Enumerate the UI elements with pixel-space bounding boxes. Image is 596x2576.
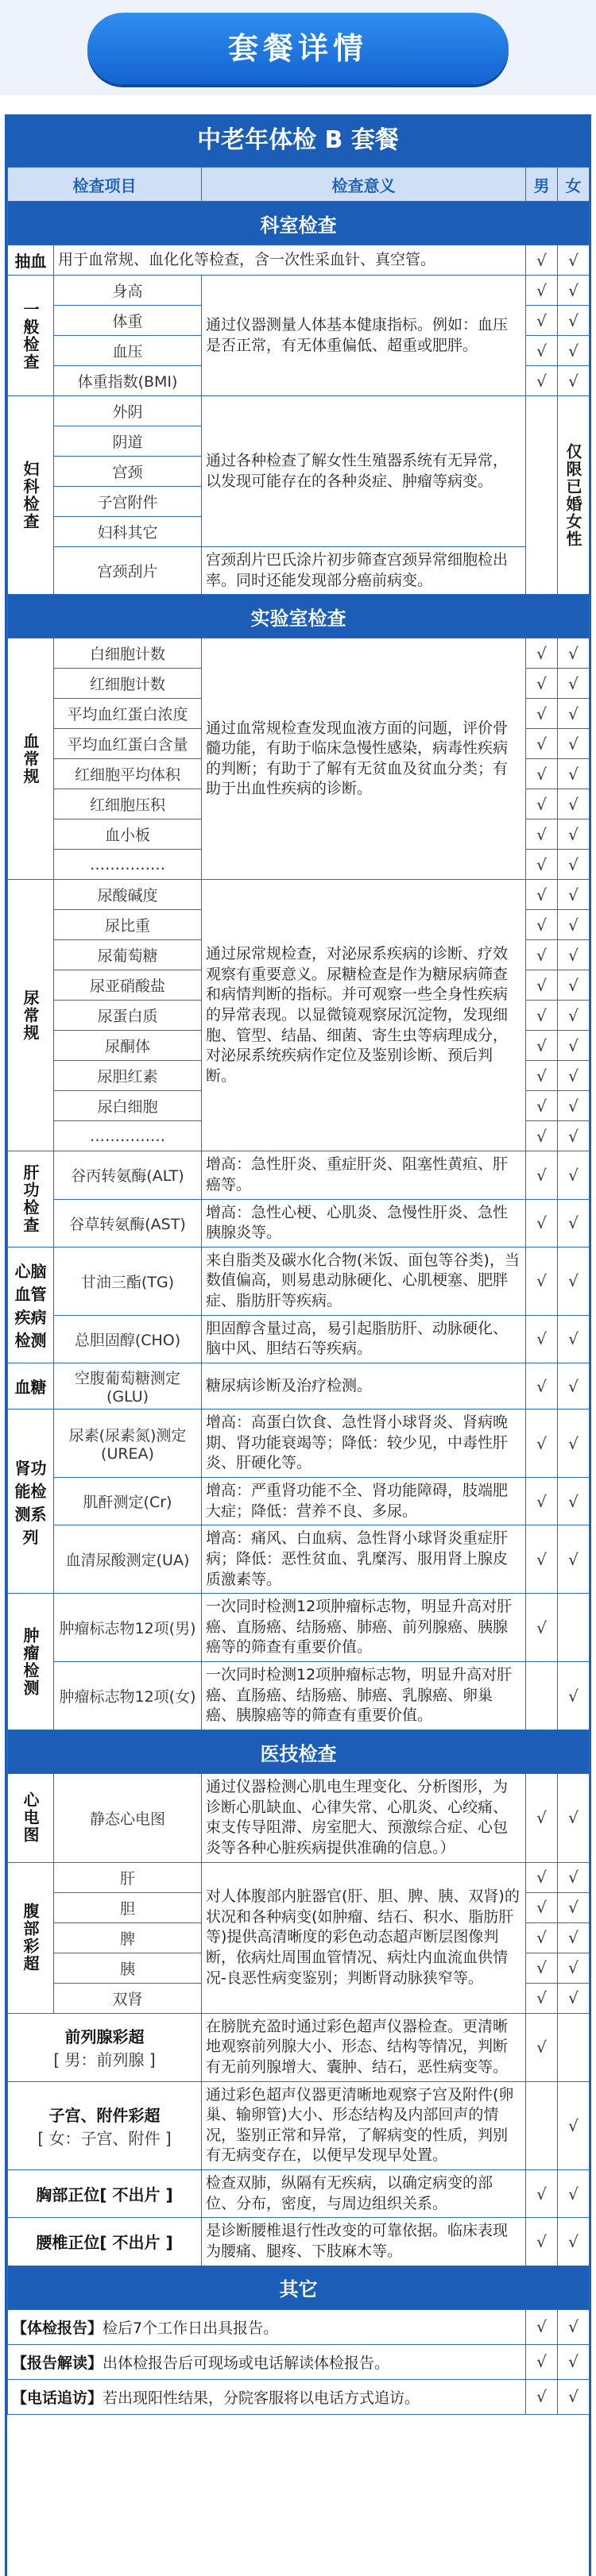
male-check: √ bbox=[526, 1151, 558, 1199]
page-title: 套餐详情 bbox=[227, 31, 368, 66]
column-header-row bbox=[8, 168, 590, 202]
col-header-meaning: 检查意义 bbox=[202, 168, 526, 202]
uterus-sub: [ 女：子宫、附件 ] bbox=[37, 2128, 172, 2148]
male-check: √ bbox=[526, 2170, 558, 2218]
male-check: √ bbox=[526, 1774, 558, 1863]
male-check: √ bbox=[526, 1953, 558, 1983]
table-row bbox=[8, 1247, 590, 1315]
female-check: √ bbox=[558, 2309, 590, 2344]
male-check: √ bbox=[526, 1315, 558, 1363]
table-row bbox=[8, 2013, 590, 2081]
female-check: √ bbox=[558, 1151, 590, 1199]
male-check: √ bbox=[526, 1199, 558, 1247]
title-banner bbox=[87, 13, 509, 84]
item-cell: 血清尿酸测定(UA) bbox=[54, 1525, 202, 1594]
other-text: 检后7个工作日出具报告。 bbox=[103, 2319, 279, 2337]
male-check: √ bbox=[526, 2218, 558, 2266]
item-cell: 平均血红蛋白浓度 bbox=[54, 699, 202, 729]
female-empty bbox=[558, 2013, 590, 2081]
male-check: √ bbox=[526, 1983, 558, 2013]
item-cell: …………… bbox=[54, 850, 202, 880]
male-check: √ bbox=[526, 759, 558, 789]
meaning-cell: 来自脂类及碳水化合物(米饭、面包等谷类)，当数值偏高，则易患动脉硬化、心肌梗塞、肥胖症、脂肪肝等疾病。 bbox=[202, 1247, 526, 1315]
female-check: √ bbox=[558, 336, 590, 366]
male-check: √ bbox=[526, 1892, 558, 1922]
table-row bbox=[8, 2379, 590, 2414]
female-check: √ bbox=[558, 1121, 590, 1151]
meaning-cell: 通过仪器检测心肌电生理变化、分析图形，为诊断心肌缺血、心律失常、心肌炎、心绞痛、束支传导阻滞、房室肥大、预激综合症、心包炎等各种心脏疾病提供准确的信息。） bbox=[202, 1774, 526, 1863]
section-row bbox=[8, 1730, 590, 1774]
col-header-female: 女 bbox=[558, 168, 590, 202]
table-row bbox=[8, 638, 590, 669]
female-check: √ bbox=[558, 1953, 590, 1983]
meaning-cell: 糖尿病诊断及治疗检测。 bbox=[202, 1363, 526, 1409]
table-row bbox=[8, 547, 590, 595]
female-check: √ bbox=[558, 1315, 590, 1363]
item-cell: 身高 bbox=[54, 276, 202, 306]
package-table-frame bbox=[5, 114, 591, 2576]
item-cell: 胆 bbox=[54, 1892, 202, 1922]
male-check: √ bbox=[526, 819, 558, 850]
section-title: 医技检查 bbox=[8, 1730, 590, 1774]
male-check: √ bbox=[526, 669, 558, 699]
female-check: √ bbox=[558, 1922, 590, 1953]
item-cell: 静态心电图 bbox=[54, 1774, 202, 1863]
table-row bbox=[8, 1525, 590, 1594]
table-row bbox=[8, 2344, 590, 2379]
female-check: √ bbox=[558, 366, 590, 396]
male-empty bbox=[526, 2081, 558, 2170]
table-row bbox=[8, 2081, 590, 2170]
female-check: √ bbox=[558, 1247, 590, 1315]
meaning-cell: 检查双肺，纵隔有无疾病，以确定病变的部位、分布，密度，与周边组织关系。 bbox=[202, 2170, 526, 2218]
male-check: √ bbox=[526, 1525, 558, 1594]
meaning-cell: 对人体腹部内脏器官(肝、胆、脾、胰、双肾)的状况和各种病变(如肿瘤、结石、积水、脂肪肝等)提供高清晰度的彩色动态超声断层图像判断，依病灶周围血管情况、病灶内血流血供情况-良恶性病变鉴别；判断肾动脉狭窄等。 bbox=[202, 1862, 526, 2013]
item-cell: 宫颈 bbox=[54, 457, 202, 487]
item-cell: 红细胞压积 bbox=[54, 789, 202, 819]
male-empty bbox=[526, 396, 558, 595]
section-row bbox=[8, 202, 590, 245]
table-row bbox=[8, 276, 590, 306]
male-check: √ bbox=[526, 2309, 558, 2344]
table-row bbox=[8, 880, 590, 910]
meaning-cell: 增高：高蛋白饮食、急性肾小球肾炎、肾病晚期、肾功能衰竭等；降低：较少见，中毒性肝炎、肝硬化等。 bbox=[202, 1409, 526, 1478]
category-label: 心脑血管疾病检测 bbox=[8, 1247, 54, 1363]
male-check: √ bbox=[526, 245, 558, 276]
other-cell bbox=[8, 2309, 526, 2344]
meaning-cell: 在膀胱充盈时通过彩色超声仪器检查。更清晰地观察前列腺大小、形态、结构等情况，判断有无前列腺增大、囊肿、结石，恶性病变等。 bbox=[202, 2013, 526, 2081]
category-label: 一般检查 bbox=[8, 276, 54, 396]
other-text: 若出现阳性结果，分院客服将以电话方式追访。 bbox=[103, 2389, 420, 2407]
female-check: √ bbox=[558, 699, 590, 729]
male-check: √ bbox=[526, 1477, 558, 1525]
other-label: 【体检报告】 bbox=[12, 2319, 103, 2337]
female-check: √ bbox=[558, 819, 590, 850]
female-check: √ bbox=[558, 1031, 590, 1061]
category-label: 肝功检查 bbox=[8, 1151, 54, 1248]
female-check: √ bbox=[558, 2081, 590, 2170]
female-check: √ bbox=[558, 2218, 590, 2266]
item-cell: 尿亚硝酸盐 bbox=[54, 970, 202, 1001]
meaning-cell: 一次同时检测12项肿瘤标志物，明显升高对肝癌、直肠癌、结肠癌、肺癌、前列腺癌、胰腺癌等的筛查有重要价值。 bbox=[202, 1594, 526, 1662]
male-check: √ bbox=[526, 940, 558, 970]
table-row bbox=[8, 1363, 590, 1409]
item-cell: 子宫附件 bbox=[54, 487, 202, 517]
section-row bbox=[8, 595, 590, 638]
male-check: √ bbox=[526, 1409, 558, 1478]
item-cell: 尿酸碱度 bbox=[54, 880, 202, 910]
item-cell: 体重 bbox=[54, 306, 202, 336]
female-check: √ bbox=[558, 245, 590, 276]
category-label: 妇科检查 bbox=[8, 396, 54, 595]
meaning-cell: 增高：痛风、白血病、急性肾小球肾炎重症肝病；降低：恶性贫血、乳糜泻、服用肾上腺皮质激素等。 bbox=[202, 1525, 526, 1594]
male-check: √ bbox=[526, 1031, 558, 1061]
male-check: √ bbox=[526, 1061, 558, 1091]
male-check: √ bbox=[526, 1594, 558, 1662]
meaning-cell: 宫颈刮片巴氏涂片初步筛查宫颈异常细胞检出率。同时还能发现部分癌前病变。 bbox=[202, 547, 526, 595]
female-check: √ bbox=[558, 1662, 590, 1730]
female-check: √ bbox=[558, 880, 590, 910]
male-check: √ bbox=[526, 1091, 558, 1121]
other-cell bbox=[8, 2344, 526, 2379]
item-cell: 肝 bbox=[54, 1862, 202, 1892]
other-cell bbox=[8, 2379, 526, 2414]
meaning-cell: 胆固醇含量过高，易引起脂肪肝、动脉硬化、脑中风、胆结石等疾病。 bbox=[202, 1315, 526, 1363]
male-check: √ bbox=[526, 970, 558, 1001]
section-title: 实验室检查 bbox=[8, 595, 590, 638]
male-check: √ bbox=[526, 366, 558, 396]
meaning-cell: 增高：急性心梗、心肌炎、急慢性肝炎、急性胰腺炎等。 bbox=[202, 1199, 526, 1247]
uterus-label: 子宫、附件彩超 bbox=[48, 2105, 161, 2125]
item-cell: 尿素(尿素氮)测定(UREA) bbox=[54, 1409, 202, 1478]
item-cell: 血小板 bbox=[54, 819, 202, 850]
item-cell: 尿比重 bbox=[54, 910, 202, 940]
item-cell: 甘油三酯(TG) bbox=[54, 1247, 202, 1315]
table-row bbox=[8, 1151, 590, 1199]
meaning-cell: 通过尿常规检查，对泌尿系疾病的诊断、疗效观察有重要意义。尿糖检查是作为糖尿病筛查和病情判断的指标。并可观察一些全身性疾病的异常表现。以显微镜观察尿沉淀物，发现细胞、管型、结晶、细菌、寄生虫等病理成分，对泌尿系统疾病作定位及鉴别诊断、预后判断。 bbox=[202, 880, 526, 1151]
male-check: √ bbox=[526, 1922, 558, 1953]
table-row bbox=[8, 1774, 590, 1863]
table-row bbox=[8, 2218, 590, 2266]
table-row bbox=[8, 1594, 590, 1662]
item-cell: 红细胞计数 bbox=[54, 669, 202, 699]
female-note: 仅限已婚女性 bbox=[558, 396, 590, 595]
female-check: √ bbox=[558, 970, 590, 1001]
item-cell: 宫颈刮片 bbox=[54, 547, 202, 595]
item-cell: 脾 bbox=[54, 1922, 202, 1953]
male-check: √ bbox=[526, 276, 558, 306]
category-label: 肿瘤检测 bbox=[8, 1594, 54, 1730]
meaning-cell: 通过仪器测量人体基本健康指标。例如：血压是否正常，有无体重偏低、超重或肥胖。 bbox=[202, 276, 526, 396]
female-check: √ bbox=[558, 276, 590, 306]
female-check: √ bbox=[558, 1525, 590, 1594]
male-check: √ bbox=[526, 306, 558, 336]
male-check: √ bbox=[526, 1121, 558, 1151]
item-cell: 阴道 bbox=[54, 426, 202, 457]
meaning-cell: 用于血常规、血化化等检查，含一次性采血针、真空管。 bbox=[54, 245, 526, 276]
female-check: √ bbox=[558, 1199, 590, 1247]
female-check: √ bbox=[558, 1409, 590, 1478]
category-label bbox=[8, 2013, 202, 2081]
section-row bbox=[8, 2266, 590, 2309]
female-check: √ bbox=[558, 1061, 590, 1091]
section-title: 科室检查 bbox=[8, 202, 590, 245]
package-table bbox=[7, 167, 590, 2415]
item-cell: 尿胆红素 bbox=[54, 1061, 202, 1091]
header-band bbox=[0, 0, 596, 95]
male-check: √ bbox=[526, 1363, 558, 1409]
female-check: √ bbox=[558, 638, 590, 669]
item-cell: 总胆固醇(CHO) bbox=[54, 1315, 202, 1363]
item-cell: 平均血红蛋白含量 bbox=[54, 729, 202, 759]
male-check: √ bbox=[526, 699, 558, 729]
item-cell: 妇科其它 bbox=[54, 517, 202, 547]
male-check: √ bbox=[526, 789, 558, 819]
meaning-cell: 是诊断腰椎退行性改变的可靠依据。临床表现为腰痛、腿疼、下肢麻木等。 bbox=[202, 2218, 526, 2266]
table-row bbox=[8, 1199, 590, 1247]
female-check: √ bbox=[558, 2170, 590, 2218]
meaning-cell: 增高：严重肾功能不全、肾功能障碍，肢端肥大症；降低：营养不良、多尿。 bbox=[202, 1477, 526, 1525]
meaning-cell: 一次同时检测12项肿瘤标志物，明显升高对肝癌、直肠癌、结肠癌、肺癌、乳腺癌、卵巢癌、胰腺癌等的筛查有重要价值。 bbox=[202, 1662, 526, 1730]
table-row bbox=[8, 2170, 590, 2218]
table-row bbox=[8, 2309, 590, 2344]
table-row bbox=[8, 245, 590, 276]
category-label: 抽血 bbox=[8, 245, 54, 276]
table-row bbox=[8, 1315, 590, 1363]
female-check: √ bbox=[558, 759, 590, 789]
female-check: √ bbox=[558, 1892, 590, 1922]
male-check: √ bbox=[526, 880, 558, 910]
col-header-item: 检查项目 bbox=[8, 168, 202, 202]
female-check: √ bbox=[558, 306, 590, 336]
male-check: √ bbox=[526, 2344, 558, 2379]
meaning-cell: 通过彩色超声仪器更清晰地观察子宫及附件(卵巢、输卵管)大小、形态结构及内部回声的情况，鉴别正常和异常，了解病变的性质，判别有无病变存在，以便早发现早处置。 bbox=[202, 2081, 526, 2170]
item-cell: 尿酮体 bbox=[54, 1031, 202, 1061]
meaning-cell: 增高：急性肝炎、重症肝炎、阻塞性黄疸、肝癌等。 bbox=[202, 1151, 526, 1199]
other-label: 【报告解读】 bbox=[12, 2354, 103, 2372]
item-cell: 谷草转氨酶(AST) bbox=[54, 1199, 202, 1247]
female-check: √ bbox=[558, 940, 590, 970]
item-cell: 外阴 bbox=[54, 396, 202, 426]
item-cell: 空腹葡萄糖测定(GLU) bbox=[54, 1363, 202, 1409]
meaning-cell: 通过各种检查了解女性生殖器系统有无异常，以发现可能存在的各种炎症、肿瘤等病变。 bbox=[202, 396, 526, 547]
male-check: √ bbox=[526, 336, 558, 366]
female-check: √ bbox=[558, 2379, 590, 2414]
female-check: √ bbox=[558, 2344, 590, 2379]
item-cell: 尿葡萄糖 bbox=[54, 940, 202, 970]
male-check: √ bbox=[526, 1001, 558, 1031]
item-cell: 红细胞平均体积 bbox=[54, 759, 202, 789]
category-label: 尿常规 bbox=[8, 880, 54, 1151]
table-row bbox=[8, 396, 590, 426]
female-check: √ bbox=[558, 850, 590, 880]
item-cell: 体重指数(BMI) bbox=[54, 366, 202, 396]
category-label: 肾功能检测系列 bbox=[8, 1409, 54, 1594]
table-row bbox=[8, 1862, 590, 1892]
category-label: 腹部彩超 bbox=[8, 1862, 54, 2013]
female-check: √ bbox=[558, 669, 590, 699]
meaning-cell: 通过血常规检查发现血液方面的问题，评价骨髓功能，有助于临床急慢性感染，病毒性疾病的判断；有助于了解有无贫血及贫血分类；有助于出血性疾病的诊断。 bbox=[202, 638, 526, 880]
female-empty bbox=[558, 1594, 590, 1662]
table-row bbox=[8, 1409, 590, 1478]
package-title: 中老年体检 B 套餐 bbox=[7, 114, 589, 167]
item-cell: …………… bbox=[54, 1121, 202, 1151]
male-check: √ bbox=[526, 638, 558, 669]
female-check: √ bbox=[558, 789, 590, 819]
male-check: √ bbox=[526, 2379, 558, 2414]
male-check: √ bbox=[526, 850, 558, 880]
item-cell: 血压 bbox=[54, 336, 202, 366]
male-check: √ bbox=[526, 1862, 558, 1892]
table-row bbox=[8, 1662, 590, 1730]
female-check: √ bbox=[558, 1091, 590, 1121]
female-check: √ bbox=[558, 910, 590, 940]
category-label: 血糖 bbox=[8, 1363, 54, 1409]
female-check: √ bbox=[558, 1983, 590, 2013]
female-check: √ bbox=[558, 1477, 590, 1525]
col-header-male: 男 bbox=[526, 168, 558, 202]
male-check: √ bbox=[526, 1247, 558, 1315]
male-empty bbox=[526, 1662, 558, 1730]
section-title: 其它 bbox=[8, 2266, 590, 2309]
prostate-label: 前列腺彩超 bbox=[64, 2027, 145, 2047]
female-check: √ bbox=[558, 729, 590, 759]
item-cell: 胰 bbox=[54, 1953, 202, 1983]
item-cell: 肿瘤标志物12项(男) bbox=[54, 1594, 202, 1662]
other-text: 出体检报告后可现场或电话解读体检报告。 bbox=[103, 2354, 390, 2372]
category-label: 腰椎正位[ 不出片 ] bbox=[8, 2218, 202, 2266]
item-cell: 尿白细胞 bbox=[54, 1091, 202, 1121]
female-check: √ bbox=[558, 1862, 590, 1892]
female-check: √ bbox=[558, 1363, 590, 1409]
male-check: √ bbox=[526, 729, 558, 759]
other-label: 【电话追访】 bbox=[12, 2389, 103, 2407]
category-label: 胸部正位[ 不出片 ] bbox=[8, 2170, 202, 2218]
female-check: √ bbox=[558, 1774, 590, 1863]
category-label bbox=[8, 2081, 202, 2170]
category-label: 血常规 bbox=[8, 638, 54, 880]
table-row bbox=[8, 1477, 590, 1525]
prostate-sub: [ 男：前列腺 ] bbox=[53, 2050, 156, 2070]
item-cell: 白细胞计数 bbox=[54, 638, 202, 669]
item-cell: 尿蛋白质 bbox=[54, 1001, 202, 1031]
category-label: 心电图 bbox=[8, 1774, 54, 1863]
item-cell: 双肾 bbox=[54, 1983, 202, 2013]
item-cell: 肌酐测定(Cr) bbox=[54, 1477, 202, 1525]
male-check: √ bbox=[526, 2013, 558, 2081]
male-check: √ bbox=[526, 910, 558, 940]
item-cell: 肿瘤标志物12项(女) bbox=[54, 1662, 202, 1730]
female-check: √ bbox=[558, 1001, 590, 1031]
item-cell: 谷丙转氨酶(ALT) bbox=[54, 1151, 202, 1199]
